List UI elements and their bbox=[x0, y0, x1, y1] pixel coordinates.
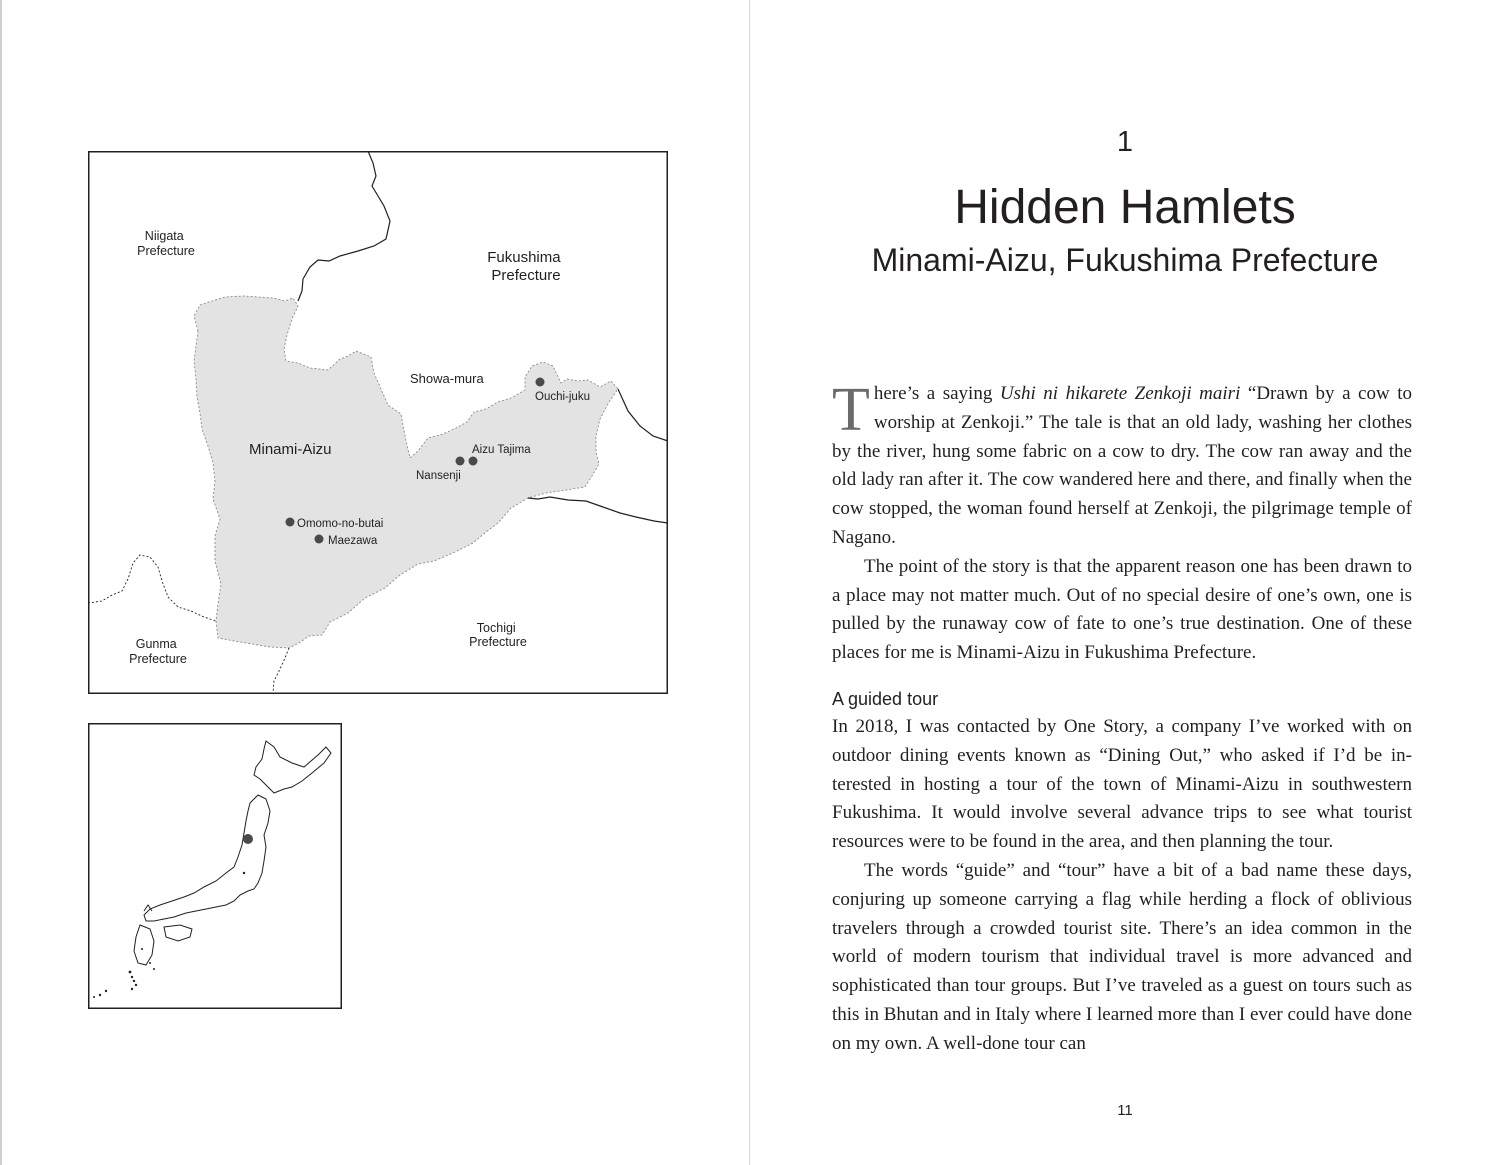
label-maezawa: Maezawa bbox=[328, 535, 378, 547]
japan-locator-map bbox=[88, 723, 342, 1009]
regional-map bbox=[88, 151, 668, 694]
chapter-title: Hidden Hamlets bbox=[954, 181, 1296, 234]
paragraph-2: The point of the story is that the apparent reason one has been drawn to a place may not matter much. Out of no special desire of one’s own, one is pulled by the runaway cow of fate to one’s true destination. One of these places for me is Minami-Aizu in Fukushima Prefecture. bbox=[832, 555, 1412, 664]
label-showa-mura: Showa-mura bbox=[410, 371, 484, 386]
label-aizu-tajima: Aizu Tajima bbox=[472, 444, 531, 456]
right-page bbox=[750, 0, 1500, 1165]
label-minami-aizu: Minami-Aizu bbox=[249, 441, 332, 458]
label-tochigi: Tochigi Prefecture bbox=[469, 621, 527, 649]
drop-cap: T bbox=[832, 376, 870, 444]
label-nansenji: Nansenji bbox=[416, 470, 461, 482]
paragraph-1: There’s a saying Ushi ni hikarete Zenkoji mairi “Drawn by a cow to worship at Zenkoji.” The tale is that an old lady, washing her clothes by the river, hung some fabric on a cow to dry. The cow ran away and the old lady ran after it. The cow wandered here and there, and finally when the cow stopped, the woman found herself at Zenkoji, the pilgrimage temple of Nagano. bbox=[832, 376, 1412, 548]
label-niigata: Niigata Prefecture bbox=[137, 229, 195, 258]
chapter-number: 1 bbox=[1116, 126, 1134, 158]
page-edge bbox=[0, 0, 2, 1165]
japanese-saying: Ushi ni hikarete Zenkoji mairi bbox=[999, 383, 1241, 404]
paragraph-3: In 2018, I was contacted by One Story, a company I’ve worked with on outdoor dining events known as “Dining Out,” who asked if I’d be interested in hosting a tour of the town of Minami-Aizu in southwestern Fukushima. It would involve several advance trips to see what tourist resources were to be found in the area, and then planning the tour. bbox=[832, 715, 1412, 853]
label-fukushima: Fukushima Prefecture bbox=[487, 249, 561, 284]
paragraph-4: The words “guide” and “tour” have a bit of a bad name these days, conjuring up someone carrying a flag while herding a flock of oblivious travelers through a crowded tourist site. There’s an idea common in the world of modern tourism that individual travel is more advanced and sophisticated than tour groups. But I’ve traveled as a guest on tours such as this in Bhutan and in Italy where I learned more than I ever could have done on my own. A well-done tour can bbox=[832, 859, 1412, 1054]
label-omomo-no-butai: Omomo-no-butai bbox=[297, 518, 384, 530]
label-gunma: Gunma Prefecture bbox=[129, 637, 187, 666]
body-text bbox=[832, 376, 1412, 1059]
chapter-subtitle: Minami-Aizu, Fukushima Prefecture bbox=[871, 242, 1379, 278]
page-number: 11 bbox=[1117, 1102, 1133, 1119]
section-heading: A guided tour bbox=[832, 688, 939, 709]
label-ouchi-juku: Ouchi-juku bbox=[535, 391, 590, 403]
